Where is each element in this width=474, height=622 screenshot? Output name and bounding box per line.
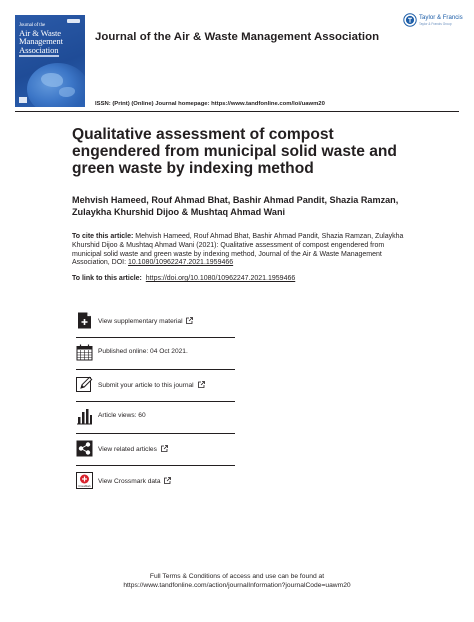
citation-block <box>72 233 407 268</box>
external-link-icon <box>164 477 171 484</box>
bar-chart-icon <box>76 408 93 425</box>
issn-homepage-line[interactable]: ISSN: (Print) (Online) Journal homepage: https://www.tandfonline.com/loi/uawm20 <box>95 101 325 107</box>
external-link-icon <box>198 381 205 388</box>
view-supplementary-label: View supplementary material <box>98 318 183 325</box>
published-online-label: Published online: 04 Oct 2021. <box>98 348 188 355</box>
journal-name[interactable]: Journal of the Air & Waste Management Association <box>95 31 380 43</box>
link-label: To link to this article: <box>72 275 142 282</box>
calendar-icon <box>76 344 93 361</box>
edit-pencil-icon <box>76 376 93 393</box>
action-divider <box>76 401 235 402</box>
article-title: Qualitative assessment of compost engendered from municipal solid waste and green waste by indexing method <box>72 126 397 178</box>
cover-title-small: Journal of the <box>19 23 46 28</box>
article-views-label: Article views: 60 <box>98 412 146 419</box>
crossmark-logo-text: CrossMark <box>78 485 91 488</box>
action-divider <box>76 369 235 370</box>
cover-title <box>19 23 81 54</box>
view-crossmark-label: View Crossmark data <box>98 478 161 485</box>
cover-publisher-mark <box>19 97 27 103</box>
cover-title-main: Air & Waste Management Association <box>19 28 63 55</box>
related-articles-icon <box>76 440 93 457</box>
crossmark-icon <box>76 472 93 489</box>
action-divider <box>76 465 235 466</box>
submit-article-label: Submit your article to this journal <box>98 382 194 389</box>
cite-doi-link[interactable]: 10.1080/10962247.2021.1959466 <box>128 259 234 267</box>
header-divider <box>15 111 459 112</box>
terms-footer <box>0 573 474 591</box>
publisher-logo-icon <box>403 13 417 27</box>
footer-terms-link[interactable]: https://www.tandfonline.com/action/journalInformation?journalCode=uawm20 <box>123 581 351 589</box>
action-divider <box>76 433 235 434</box>
journal-cover-thumbnail[interactable] <box>15 15 85 107</box>
publisher-group: Taylor & Francis Group <box>419 22 452 26</box>
footer-terms-text: Full Terms & Conditions of access and use can be found at <box>149 573 325 580</box>
article-doi-link[interactable]: https://doi.org/10.1080/10962247.2021.1959466 <box>145 275 296 282</box>
external-link-icon <box>186 317 193 324</box>
publisher-logo[interactable] <box>403 12 465 30</box>
cover-rule <box>19 55 59 57</box>
article-authors: Mehvish Hameed, Rouf Ahmad Bhat, Bashir Ahmad Pandit, Shazia Ramzan, Zulaykha Khurshid Dijoo & Mushtaq Ahmad Wani <box>72 195 399 218</box>
external-link-icon <box>161 445 168 452</box>
action-divider <box>76 337 235 338</box>
view-related-label: View related articles <box>98 446 157 453</box>
cover-globe-land <box>41 73 63 87</box>
supplementary-file-icon <box>76 312 93 329</box>
cite-text: Mehvish Hameed, Rouf Ahmad Bhat, Bashir Ahmad Pandit, Shazia Ramzan, Zulaykha Khurshid Dijoo & Mushtaq Ahmad Wani (2021): Qualitative assessment of compost engendered from municipal solid waste and green waste by indexing method, Journal of the Air & Waste Management Association, DOI: <box>72 233 404 267</box>
article-link-line <box>72 275 295 282</box>
cite-label: To cite this article: <box>72 233 134 240</box>
publisher-name: Taylor & Francis <box>419 14 463 21</box>
view-crossmark-data-link[interactable] <box>76 472 236 502</box>
